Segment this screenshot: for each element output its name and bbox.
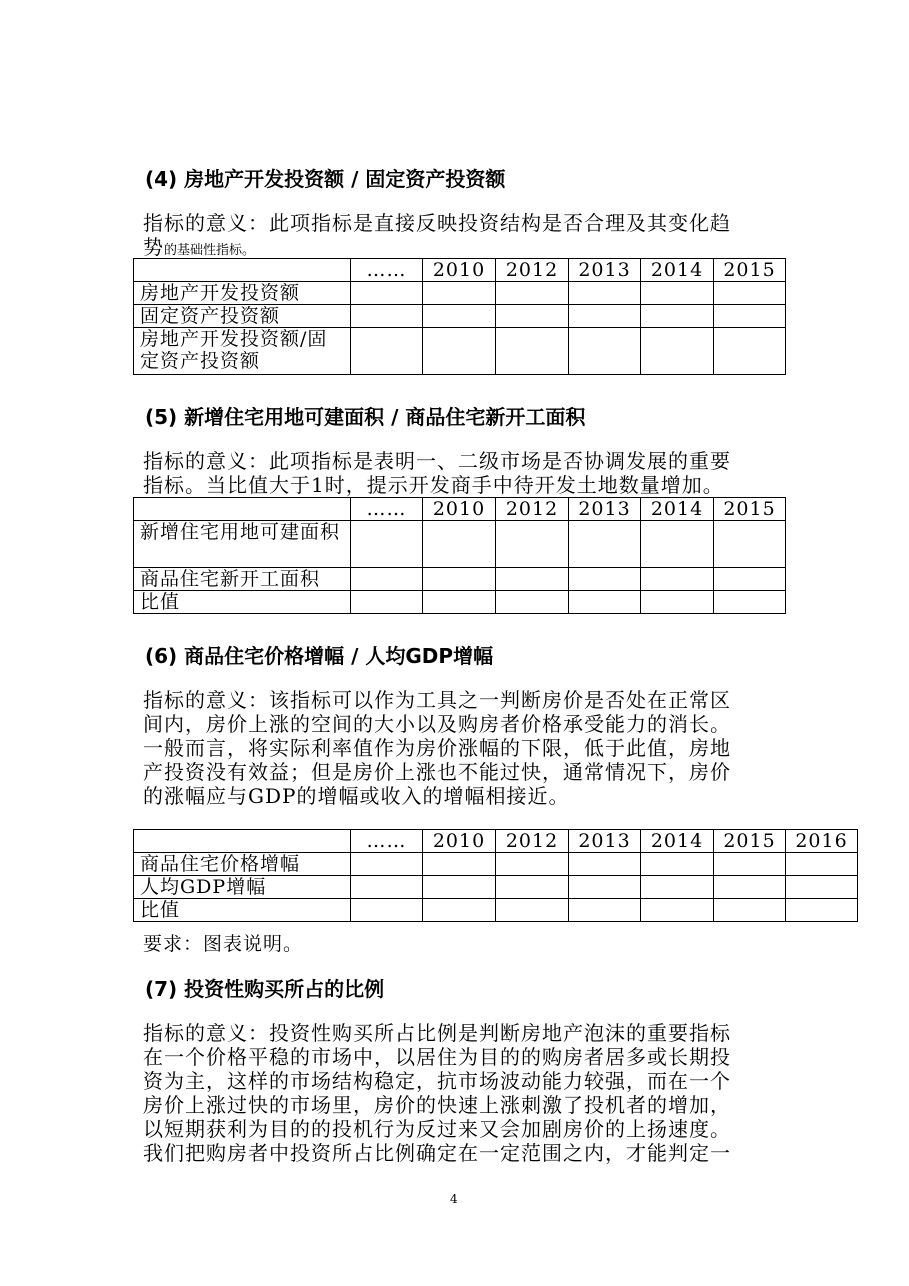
meaning-line: 指标的意义：此项指标是表明一、二级市场是否协调发展的重要 bbox=[143, 449, 731, 473]
header-cell: …… bbox=[351, 498, 423, 521]
table-header-row bbox=[134, 498, 786, 521]
row-label: 比值 bbox=[134, 591, 351, 614]
row-label: 固定资产投资额 bbox=[134, 305, 351, 328]
header-cell bbox=[134, 259, 351, 282]
header-cell: 2012 bbox=[496, 259, 569, 282]
row-label: 房地产开发投资额 bbox=[134, 282, 351, 305]
header-cell: 2012 bbox=[496, 830, 569, 853]
meaning-line: 资为主，这样的市场结构稳定，抗市场波动能力较强，而在一个 bbox=[143, 1069, 731, 1093]
header-cell: 2015 bbox=[714, 830, 786, 853]
section-5-heading: (5) 新增住宅用地可建面积 / 商品住宅新开工面积 bbox=[145, 405, 586, 429]
meaning-line: 产投资没有效益；但是房价上涨也不能过快，通常情况下，房价 bbox=[143, 760, 731, 784]
header-cell: 2010 bbox=[423, 830, 496, 853]
meaning-line: 指标的意义：该指标可以作为工具之一判断房价是否处在正常区 bbox=[143, 688, 731, 712]
meaning-line: 一般而言，将实际利率值作为房价涨幅的下限，低于此值，房地 bbox=[143, 736, 731, 760]
row-label: 新增住宅用地可建面积 bbox=[134, 521, 351, 568]
meaning-line: 指标。当比值大于1时，提示开发商手中待开发土地数量增加。 bbox=[143, 473, 724, 497]
meaning-line: 在一个价格平稳的市场中，以居住为目的的购房者居多或长期投 bbox=[143, 1045, 731, 1069]
meaning-small-text: 的基础性指标。 bbox=[164, 243, 256, 258]
meaning-line: 势的基础性指标。 bbox=[143, 235, 256, 259]
meaning-line: 指标的意义：投资性购买所占比例是判断房地产泡沫的重要指标 bbox=[143, 1021, 731, 1045]
section-6-heading: (6) 商品住宅价格增幅 / 人均GDP增幅 bbox=[145, 644, 494, 668]
header-cell: 2014 bbox=[641, 259, 714, 282]
table-header-row bbox=[134, 259, 786, 282]
header-cell bbox=[134, 830, 351, 853]
page-number: 4 bbox=[450, 1192, 458, 1206]
header-cell: 2010 bbox=[423, 498, 496, 521]
row-label: 商品住宅新开工面积 bbox=[134, 568, 351, 591]
table-row bbox=[134, 328, 786, 375]
table-row bbox=[134, 568, 786, 591]
row-label: 房地产开发投资额/固定资产投资额 bbox=[134, 328, 351, 375]
section-4-heading: (4) 房地产开发投资额 / 固定资产投资额 bbox=[145, 167, 506, 191]
header-cell: …… bbox=[351, 830, 423, 853]
requirement-note: 要求：图表说明。 bbox=[143, 933, 304, 955]
section-6-table bbox=[133, 829, 858, 922]
header-cell: 2012 bbox=[496, 498, 569, 521]
header-cell: 2013 bbox=[569, 259, 641, 282]
section-5-meaning bbox=[143, 449, 788, 497]
section-5-table bbox=[133, 497, 786, 614]
meaning-line: 我们把购房者中投资所占比例确定在一定范围之内，才能判定一 bbox=[143, 1141, 731, 1165]
table-row bbox=[134, 305, 786, 328]
section-6-meaning bbox=[143, 688, 788, 808]
section-4-table bbox=[133, 258, 786, 375]
header-cell: 2016 bbox=[786, 830, 858, 853]
table-row bbox=[134, 899, 858, 922]
meaning-line: 房价上涨过快的市场里，房价的快速上涨刺激了投机者的增加， bbox=[143, 1093, 731, 1117]
table-row bbox=[134, 591, 786, 614]
header-cell: 2013 bbox=[569, 830, 641, 853]
row-label: 比值 bbox=[134, 899, 351, 922]
table-row bbox=[134, 521, 786, 568]
header-cell: 2013 bbox=[569, 498, 641, 521]
header-cell: 2015 bbox=[714, 259, 786, 282]
meaning-line: 指标的意义：此项指标是直接反映投资结构是否合理及其变化趋 bbox=[143, 211, 731, 235]
section-7-meaning bbox=[143, 1021, 788, 1165]
header-cell: 2015 bbox=[714, 498, 786, 521]
row-label: 商品住宅价格增幅 bbox=[134, 853, 351, 876]
table-header-row bbox=[134, 830, 858, 853]
header-cell: 2010 bbox=[423, 259, 496, 282]
row-label: 人均GDP增幅 bbox=[134, 876, 351, 899]
table-row bbox=[134, 876, 858, 899]
header-cell: …… bbox=[351, 259, 423, 282]
table-row bbox=[134, 853, 858, 876]
meaning-line: 间内，房价上涨的空间的大小以及购房者价格承受能力的消长。 bbox=[143, 712, 731, 736]
header-cell: 2014 bbox=[641, 498, 714, 521]
section-7-heading: (7) 投资性购买所占的比例 bbox=[145, 977, 385, 1001]
header-cell bbox=[134, 498, 351, 521]
section-4-meaning bbox=[143, 211, 788, 259]
meaning-line: 以短期获利为目的的投机行为反过来又会加剧房价的上扬速度。 bbox=[143, 1117, 731, 1141]
meaning-line: 的涨幅应与GDP的增幅或收入的增幅相接近。 bbox=[143, 784, 570, 808]
table-row bbox=[134, 282, 786, 305]
header-cell: 2014 bbox=[641, 830, 714, 853]
